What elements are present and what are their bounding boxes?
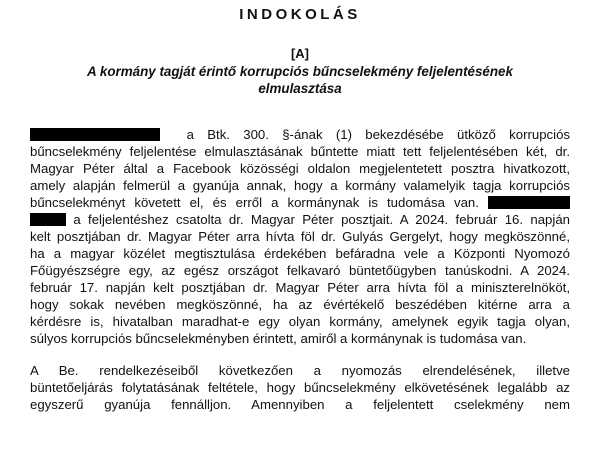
line-text: a feljelentéshez csatolta dr. Magyar Péter posztjait. A 2024. február 16. napján [73, 212, 570, 227]
paragraph-line: kérdésre is, hivatalban maradhat-e egy olyan kormány, amelynek egyik tagja olyan, [30, 314, 570, 329]
paragraph-line: kelt posztjában dr. Magyar Péter arra hívta föl dr. Gulyás Gergelyt, hogy megköszönné, [30, 229, 570, 244]
paragraph-line: amely alapján felmerül a gyanúja annak, hogy a kormány valamelyik tagja korrupciós [30, 178, 570, 193]
paragraph-line [30, 194, 570, 211]
paragraph-line: egyszerű gyanúja fennálljon. Amennyiben a feljelentett cselekmény nem [30, 397, 570, 412]
redaction-block [30, 213, 66, 226]
line-text: a Btk. 300. §-ának (1) bekezdésébe ütköző korrupciós [186, 127, 571, 142]
line-text: bűncselekményt követett el, és erről a kormánynak is tudomása van. [30, 195, 479, 210]
redaction-block [488, 196, 570, 209]
paragraph-line: Főügyészségre egy, az egész országot felkavaró büntetőügyben tanúskodni. A 2024. [30, 263, 570, 278]
paragraph-line: Magyar Péter által a Facebook közösségi oldalon megjelentetett posztra hivatkozott, [30, 161, 570, 176]
paragraph-line: ha a magyar közélet megtisztulása érdekében befáradna vele a Központi Nyomozó [30, 246, 570, 261]
document-heading: INDOKOLÁS [239, 6, 361, 23]
paragraph-line: február 17. napján kelt posztjában dr. Magyar Péter arra hívta föl a miniszterelnököt, [30, 280, 570, 295]
section-subtitle [40, 63, 560, 97]
paragraph-line: bűncselekmény feljelentése elmulasztásának bűntette miatt tett feljelentésében két, dr. [30, 144, 570, 159]
paragraph-line: súlyos korrupciós bűncselekményben érintett, amiről a kormánynak is tudomása van. [30, 331, 527, 346]
paragraph-line [30, 211, 570, 228]
paragraph-line: A Be. rendelkezéseiből következően a nyomozás elrendelésének, illetve [30, 363, 570, 378]
redaction-block [30, 128, 160, 141]
subtitle-line: elmulasztása [258, 81, 342, 96]
paragraph-line: hogy sokak nevében megköszönné, ha az évértékelő beszédében kitérne arra a [30, 297, 570, 312]
paragraph-line [30, 126, 570, 143]
paragraph-1 [30, 126, 570, 347]
subtitle-line: A kormány tagját érintő korrupciós bűncselekmény feljelentésének [87, 64, 513, 79]
paragraph-2 [30, 362, 570, 413]
paragraph-line: büntetőeljárás folytatásának feltétele, hogy bűncselekmény elkövetésének legalább az [30, 380, 570, 395]
section-label: [A] [290, 46, 310, 61]
